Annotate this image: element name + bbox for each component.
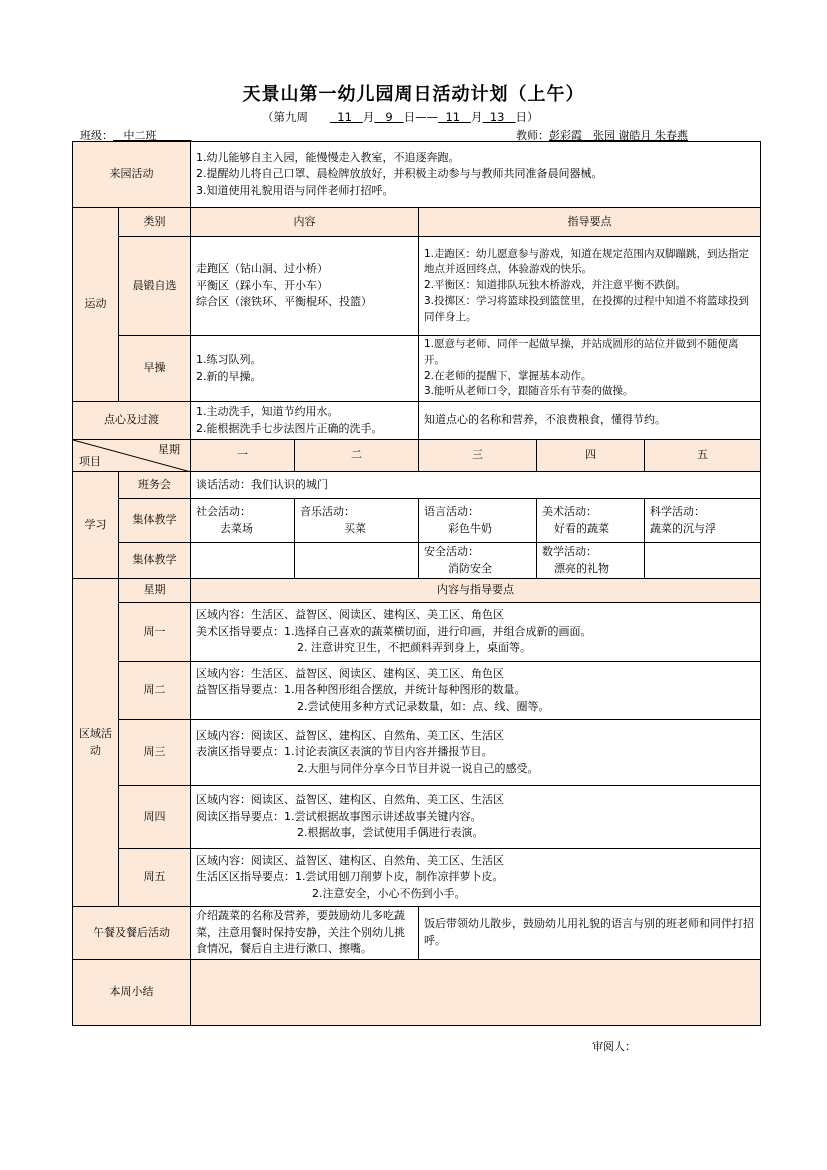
area-content-tue: 区域内容：生活区、益智区、阅读区、建构区、美工区、角色区 益智区指导要点：1.用各种图形组合摆放，并统计每种图形的数量。 2.尝试使用多种方式记录数量，如：点、线、圈等。 — [191, 662, 761, 720]
exercise-col-guidance: 指导要点 — [419, 208, 761, 237]
area-row-wed — [73, 720, 761, 786]
group-teaching-label-2: 集体教学 — [119, 543, 191, 579]
lunch-label: 午餐及餐后活动 — [73, 907, 191, 960]
teacher-info: 教师：彭彩霞 张园 谢皓月 朱春燕 — [516, 129, 688, 142]
area-content-mon: 区域内容：生活区、益智区、阅读区、建构区、美工区、角色区 美术区指导要点：1.选择自己喜欢的蔬菜横切面，进行印画，并组合成新的画面。 2. 注意讲究卫生，不把颜料弄到身上，桌面等。 — [191, 603, 761, 662]
drill-label: 早操 — [119, 336, 191, 402]
page-title: 天景山第一幼儿园周日活动计划（上午） — [242, 84, 585, 105]
lunch-row — [73, 907, 761, 960]
morning-exercise-content: 走跑区（钻山洞、过小桥） 平衡区（踩小车、开小车） 综合区（滚铁环、平衡棍环、投篮） — [191, 237, 419, 336]
area-row-fri — [73, 849, 761, 907]
class-meeting-row — [73, 472, 761, 499]
weekday-wed: 三 — [419, 440, 537, 472]
snack-row — [73, 402, 761, 440]
area-content-wed: 区域内容：阅读区、益智区、建构区、自然角、美工区、生活区 表演区指导要点：1.讨论表演区表演的节目内容并播报节目。 2.大胆与同伴分享今日节目并说一说自己的感受。 — [191, 720, 761, 786]
study-label: 学习 — [73, 472, 119, 579]
weekday-fri: 五 — [645, 440, 761, 472]
exercise-header-row — [73, 208, 761, 237]
area-row-mon — [73, 603, 761, 662]
area-header-row — [73, 579, 761, 603]
morning-exercise-label: 晨锻自选 — [119, 237, 191, 336]
area-row-tue — [73, 662, 761, 720]
group1-thu: 美术活动： 好看的蔬菜 — [537, 499, 645, 543]
exercise-col-content: 内容 — [191, 208, 419, 237]
class-meeting-content: 谈话活动：我们认识的城门 — [191, 472, 761, 499]
plan-table — [72, 141, 761, 1026]
area-row-thu — [73, 786, 761, 849]
area-col-content: 内容与指导要点 — [191, 579, 761, 603]
group1-tue: 音乐活动： 买菜 — [295, 499, 419, 543]
group2-fri — [645, 543, 761, 579]
group2-thu: 数学活动： 漂亮的礼物 — [537, 543, 645, 579]
lunch-content: 介绍蔬菜的名称及营养，要鼓励幼儿多吃蔬菜，注意用餐时保持安静，关注个别幼儿挑食情况，餐后自主进行漱口、擦嘴。 — [191, 907, 419, 960]
class-info: 班级： 中二班 — [80, 129, 157, 142]
area-col-day: 星期 — [119, 579, 191, 603]
weekday-thu: 四 — [537, 440, 645, 472]
group1-fri: 科学活动： 蔬菜的沉与浮 — [645, 499, 761, 543]
drill-content: 1.练习队列。 2.新的早操。 — [191, 336, 419, 402]
area-day-wed: 周三 — [119, 720, 191, 786]
group-teaching-row-2 — [73, 543, 761, 579]
exercise-label: 运动 — [73, 208, 119, 402]
weekday-mon: 一 — [191, 440, 295, 472]
area-day-fri: 周五 — [119, 849, 191, 907]
week-range: （第九周 11 月 9 日—— 11 月 13 日） — [262, 110, 539, 124]
group-teaching-label-1: 集体教学 — [119, 499, 191, 543]
group-teaching-row-1 — [73, 499, 761, 543]
snack-content: 1.主动洗手，知道节约用水。 2.能根据洗手七步法图片正确的洗手。 — [191, 402, 419, 440]
drill-guidance: 1.愿意与老师、同伴一起做早操，并站成圆形的站位并做到不随便离开。 2.在老师的提醒下，掌握基本动作。 3.能听从老师口令，跟随音乐有节奏的做操。 — [419, 336, 761, 402]
group1-wed: 语言活动： 彩色牛奶 — [419, 499, 537, 543]
area-label: 区域活动 — [73, 579, 119, 907]
area-day-thu: 周四 — [119, 786, 191, 849]
lunch-guidance: 饭后带领幼儿散步，鼓励幼儿用礼貌的语言与别的班老师和同伴打招呼。 — [419, 907, 761, 960]
area-day-tue: 周二 — [119, 662, 191, 720]
group1-mon: 社会活动： 去菜场 — [191, 499, 295, 543]
weekday-header-row — [73, 440, 761, 472]
snack-guidance: 知道点心的名称和营养，不浪费粮食，懂得节约。 — [419, 402, 761, 440]
summary-content[interactable] — [191, 959, 761, 1025]
drill-row — [73, 336, 761, 402]
summary-label: 本周小结 — [73, 959, 191, 1025]
group2-wed: 安全活动： 消防安全 — [419, 543, 537, 579]
area-day-mon: 周一 — [119, 603, 191, 662]
area-content-thu: 区域内容：阅读区、益智区、建构区、自然角、美工区、生活区 阅读区指导要点：1.尝试根据故事图示讲述故事关键内容。 2.根据故事，尝试使用手偶进行表演。 — [191, 786, 761, 849]
class-meeting-label: 班务会 — [119, 472, 191, 499]
group2-mon — [191, 543, 295, 579]
area-content-fri: 区域内容：阅读区、益智区、建构区、自然角、美工区、生活区 生活区区指导要点：1.尝试用刨刀削萝卜皮，制作凉拌萝卜皮。 2.注意安全，小心不伤到小手。 — [191, 849, 761, 907]
arrival-content: 1.幼儿能够自主入园，能慢慢走入教室，不追逐奔跑。 2.提醒幼儿将自己口罩、晨检牌放放好，并积极主动参与与教师共同准备晨间器械。 3.知道使用礼貌用语与同伴老师打招呼。 — [191, 142, 761, 208]
morning-exercise-guidance: 1.走跑区：幼儿愿意参与游戏，知道在规定范围内双脚蹦跳，到达指定地点并返回终点，体验游戏的快乐。 2.平衡区：知道排队玩独木桥游戏，并注意平衡不跌倒。 3.投掷区：学习将篮球投到篮筐里，在投掷的过程中知道不将篮球投到同伴身上。 — [419, 237, 761, 336]
reviewer-signature: 审阅人： — [592, 1040, 636, 1053]
arrival-row — [73, 142, 761, 208]
morning-exercise-row — [73, 237, 761, 336]
weekday-corner: 星期 项目 — [73, 440, 191, 472]
arrival-label: 来园活动 — [73, 142, 191, 208]
summary-row — [73, 959, 761, 1025]
exercise-col-category: 类别 — [119, 208, 191, 237]
snack-label: 点心及过渡 — [73, 402, 191, 440]
group2-tue — [295, 543, 419, 579]
weekday-tue: 二 — [295, 440, 419, 472]
